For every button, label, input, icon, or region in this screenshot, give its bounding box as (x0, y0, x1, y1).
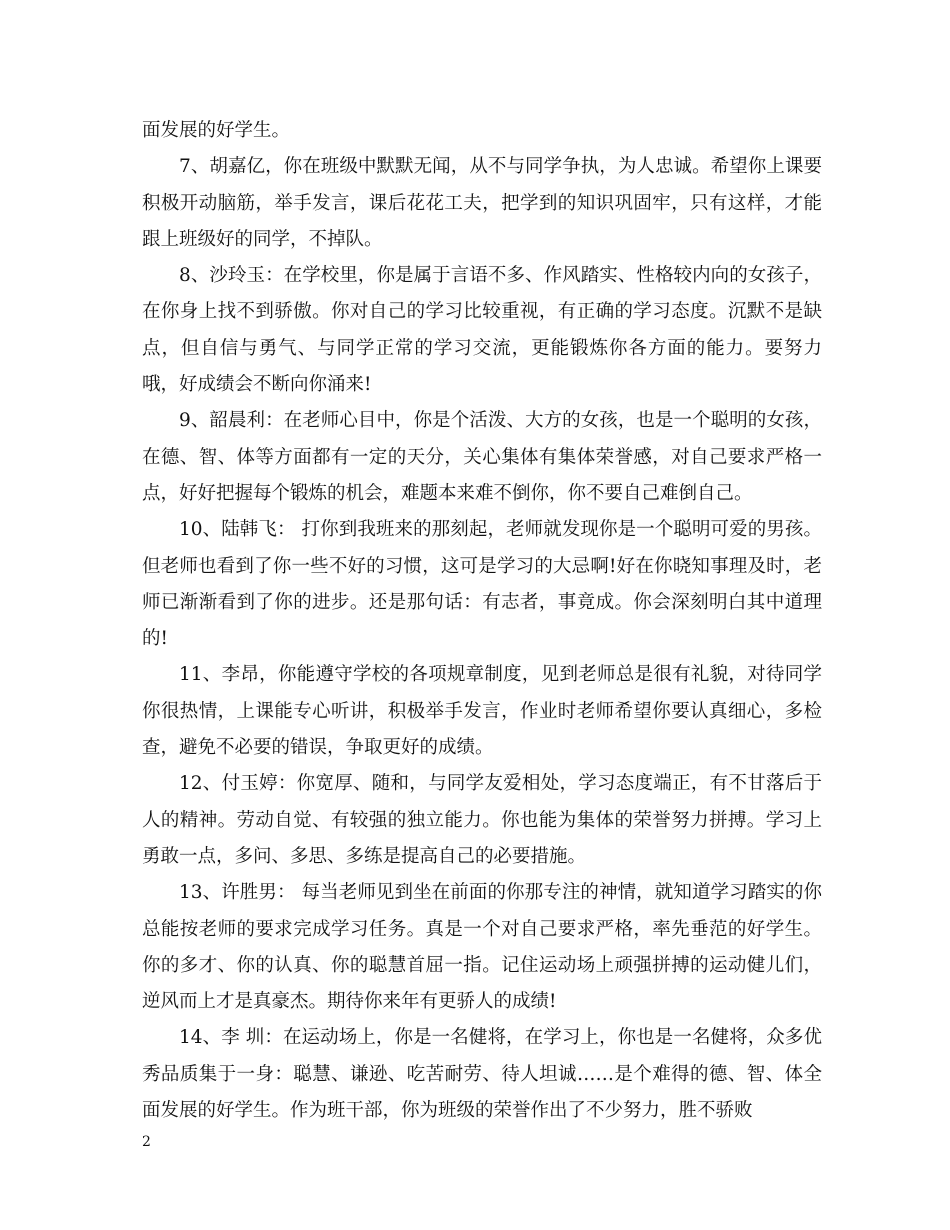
paragraph-10: 10、陆韩飞： 打你到我班来的那刻起，老师就发现你是一个聪明可爱的男孩。但老师也看到了你一些不好的习惯，这可是学习的大忌啊!好在你晓知事理及时，老师已渐渐看到了你的进步。还是那句话：有志者，事竟成。你会深刻明白其中道理的! (142, 519, 822, 650)
paragraph-7: 7、胡嘉亿，你在班级中默默无闻，从不与同学争执，为人忠诚。希望你上课要积极开动脑筋，举手发言，课后花花工夫，把学到的知识巩固牢，只有这样，才能跟上班级好的同学，不掉队。 (142, 156, 822, 250)
paragraph-8: 8、沙玲玉：在学校里，你是属于言语不多、作风踏实、性格较内向的女孩子，在你身上找不到骄傲。你对自己的学习比较重视，有正确的学习态度。沉默不是缺点，但自信与勇气、与同学正常的学习交流，更能锻炼你各方面的能力。要努力哦，好成绩会不断向你涌来! (142, 265, 822, 396)
paragraph-14: 14、李 圳：在运动场上，你是一名健将，在学习上，你也是一名健将，众多优秀品质集于一身：聪慧、谦逊、吃苦耐劳、待人坦诚……是个难得的德、智、体全面发展的好学生。作为班干部，你为班级的荣誉作出了不少努力，胜不骄败 (142, 1027, 822, 1122)
paragraph-continuation: 面发展的好学生。 (142, 120, 291, 141)
paragraph-11: 11、李昂，你能遵守学校的各项规章制度，见到老师总是很有礼貌，对待同学你很热情，上课能专心听讲，积极举手发言，作业时老师希望你要认真细心，多检查，避免不必要的错误，争取更好的成绩。 (142, 664, 822, 759)
paragraph-9: 9、韶晨利：在老师心目中，你是个活泼、大方的女孩，也是一个聪明的女孩，在德、智、体等方面都有一定的天分，关心集体有集体荣誉感，对自己要求严格一点，好好把握每个锻炼的机会，难题本来难不倒你，你不要自己难倒自己。 (142, 410, 822, 504)
paragraph-12: 12、付玉婷：你宽厚、随和，与同学友爱相处，学习态度端正，有不甘落后于人的精神。劳动自觉、有较强的独立能力。你也能为集体的荣誉努力拼搏。学习上勇敢一点，多问、多思、多练是提高自己的必要措施。 (142, 773, 822, 867)
page-number: 2 (142, 1134, 151, 1150)
document-body (142, 113, 822, 1129)
paragraph-13: 13、许胜男： 每当老师见到坐在前面的你那专注的神情，就知道学习踏实的你总能按老师的要求完成学习任务。真是一个对自己要求严格，率先垂范的好学生。你的多才、你的认真、你的聪慧首屈一指。记住运动场上顽强拼搏的运动健儿们，逆风而上才是真豪杰。期待你来年有更骄人的成绩! (142, 882, 822, 1013)
